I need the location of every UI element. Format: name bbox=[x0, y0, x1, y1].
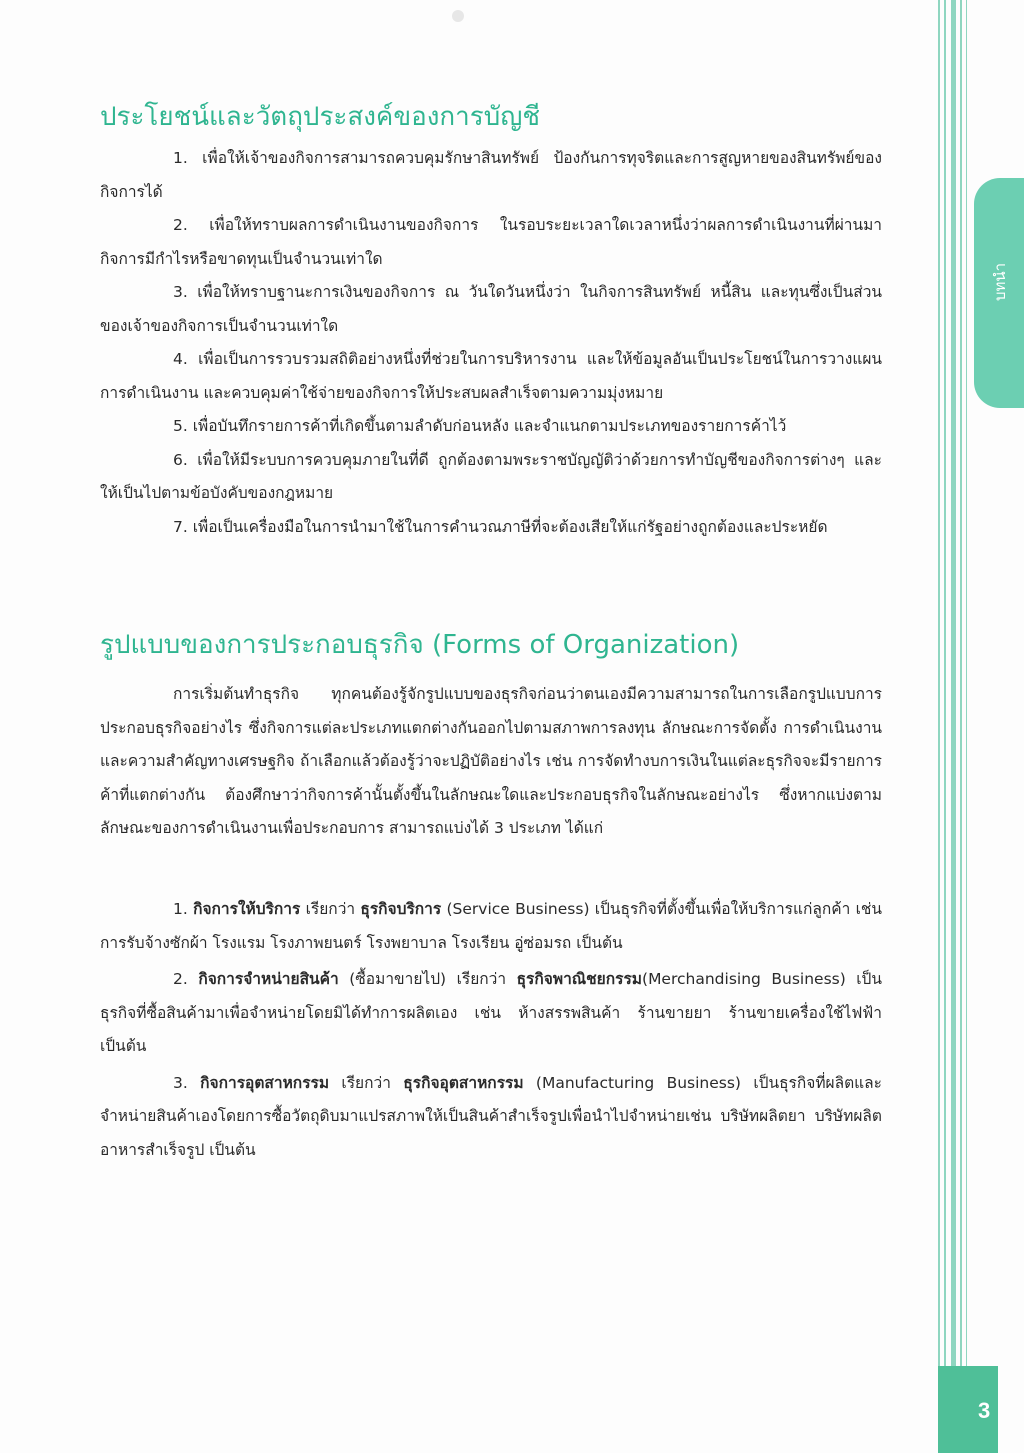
page-number: 3 bbox=[978, 1398, 991, 1423]
margin-stripe bbox=[966, 0, 967, 1453]
list-item: 5. เพื่อบันทึกรายการค้าที่เกิดขึ้นตามลำดับก่อนหลัง และจำแนกตามประเภทของรายการค้าไว้ bbox=[173, 417, 787, 435]
business-type-name: กิจการจำหน่ายสินค้า bbox=[198, 970, 339, 988]
called-text: เรียกว่า bbox=[300, 900, 361, 918]
list-item: 2. เพื่อให้ทราบผลการดำเนินงานของกิจการ ในรอบระยะเวลาใดเวลาหนึ่งว่าผลการดำเนินงานที่ผ่านมากิจการมีกำไรหรือขาดทุนเป็นจำนวนเท่าใด bbox=[100, 216, 882, 268]
list-item bbox=[100, 963, 882, 1064]
section-title-benefits: ประโยชน์และวัตถุประสงค์ของการบัญชี bbox=[100, 102, 541, 132]
scan-speck bbox=[452, 10, 464, 22]
chapter-tab-label: บทนำ bbox=[991, 262, 1009, 302]
list-item: 4. เพื่อเป็นการรวบรวมสถิติอย่างหนึ่งที่ช่วยในการบริหารงาน และให้ข้อมูลอันเป็นประโยชน์ในการวางแผนการดำเนินงาน และควบคุมค่าใช้จ่ายของกิจการให้ประสบผลสำเร็จตามความมุ่งหมาย bbox=[100, 350, 882, 402]
section-title-forms: รูปแบบของการประกอบธุรกิจ (Forms of Organization) bbox=[100, 630, 740, 660]
business-category: ธุรกิจพาณิชยกรรม bbox=[516, 970, 643, 988]
margin-stripe bbox=[960, 0, 962, 1453]
margin-stripe bbox=[938, 0, 940, 1453]
called-text: เรียกว่า bbox=[329, 1073, 404, 1092]
description: (Merchandising Business) เป็นธุรกิจที่ซื้อสินค้ามาเพื่อจำหน่ายโดยมิได้ทำการผลิตเอง เช่น ห้างสรรพสินค้า ร้านขายยา ร้านขายเครื่องใช้ไฟฟ้า เป็นต้น bbox=[100, 970, 882, 1055]
benefits-list bbox=[100, 142, 882, 544]
business-category: ธุรกิจบริการ bbox=[360, 900, 442, 918]
item-number: 2. bbox=[173, 970, 188, 988]
intro-paragraph: การเริ่มต้นทำธุรกิจ ทุกคนต้องรู้จักรูปแบบของธุรกิจก่อนว่าตนเองมีความสามารถในการเลือกรูปแบบการประกอบธุรกิจอย่างไร ซึ่งกิจการแต่ละประเภทแตกต่างกันออกไปตามสภาพการลงทุน ลักษณะการจัดตั้ง การดำเนินงาน และความสำคัญทางเศรษฐกิจ ถ้าเลือกแล้วต้องรู้ว่าจะปฏิบัติอย่างไร เช่น การจัดทำงบการเงินในแต่ละธุรกิจจะมีรายการค้าที่แตกต่างกัน ต้องศึกษาว่ากิจการค้านั้นตั้งขึ้นในลักษณะใดและประกอบธุรกิจในลักษณะอย่างไร ซึ่งหากแบ่งตามลักษณะของการดำเนินงานเพื่อประกอบการ สามารถแบ่งได้ 3 ประเภท ได้แก่ bbox=[100, 685, 882, 837]
list-item: 7. เพื่อเป็นเครื่องมือในการนำมาใช้ในการคำนวณภาษีที่จะต้องเสียให้แก่รัฐอย่างถูกต้องและประหยัด bbox=[173, 517, 828, 536]
business-type-name: กิจการให้บริการ bbox=[193, 900, 301, 918]
item-number: 3. bbox=[173, 1073, 188, 1092]
list-item: 3. เพื่อให้ทราบฐานะการเงินของกิจการ ณ วันใดวันหนึ่งว่า ในกิจการสินทรัพย์ หนี้สิน และทุนซึ่งเป็นส่วนของเจ้าของกิจการเป็นจำนวนเท่าใด bbox=[100, 283, 882, 335]
margin-stripe bbox=[944, 0, 946, 1453]
list-item: 1. เพื่อให้เจ้าของกิจการสามารถควบคุมรักษาสินทรัพย์ ป้องกันการทุจริตและการสูญหายของสินทรัพย์ของกิจการได้ bbox=[100, 149, 882, 201]
list-item bbox=[100, 893, 882, 960]
list-item: 6. เพื่อให้มีระบบการควบคุมภายในที่ดี ถูกต้องตามพระราชบัญญัติว่าด้วยการทำบัญชีของกิจการต่างๆ และให้เป็นไปตามข้อบังคับของกฎหมาย bbox=[100, 450, 882, 502]
description: (Manufacturing Business) เป็นธุรกิจที่ผลิตและจำหน่ายสินค้าเองโดยการซื้อวัตถุดิบมาแปรสภาพให้เป็นสินค้าสำเร็จรูปเพื่อนำไปจำหน่ายเช่น บริษัทผลิตยา บริษัทผลิตอาหารสำเร็จรูป เป็นต้น bbox=[100, 1073, 882, 1159]
item-number: 1. bbox=[173, 900, 188, 918]
business-types-list bbox=[100, 893, 882, 1170]
business-type-name: กิจการอุตสาหกรรม bbox=[200, 1073, 330, 1092]
margin-stripe bbox=[951, 0, 956, 1453]
description: (Service Business) เป็นธุรกิจที่ตั้งขึ้นเพื่อให้บริการแก่ลูกค้า เช่น การรับจ้างซักผ้า โรงแรม โรงภาพยนตร์ โรงพยาบาล โรงเรียน อู่ซ่อมรถ เป็นต้น bbox=[100, 900, 882, 952]
called-text: (ซื้อมาขายไป) เรียกว่า bbox=[338, 970, 517, 988]
list-item bbox=[100, 1067, 882, 1168]
business-category: ธุรกิจอุตสาหกรรม bbox=[403, 1073, 524, 1092]
forms-intro bbox=[100, 678, 882, 846]
